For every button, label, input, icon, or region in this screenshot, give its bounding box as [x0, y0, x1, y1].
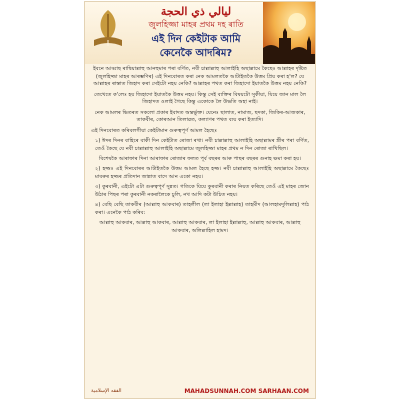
poster-card: [85, 2, 315, 398]
list-item-qurbani: ৩) কুৰবানী, এইটো এটা গুৰুত্বপূৰ্ণ সুন্নত। গতিকে যিয়ে কুৰবানী কৰাৰ নিয়ত কৰিছে তেওঁ এই মাহৰ জোন উঠাৰ পিছৰ পৰা কুৰবানী নকৰালৈকে চুলি, নখ আদি কটা উচিত নহয়।: [95, 184, 309, 198]
paragraph-good-deeds: নেক আমলৰ ভিতৰত সকলো প্ৰকাৰ ইবাদত অন্তৰ্ভুক্ত। যেনেঃ ছালাত, নামাজ, ছদকা, জিকিৰ-আজকাৰ, তাকবীৰ, কোৰআন তিলাৱত, কল্যাণৰ পথত ব্যয় কৰা ইত্যাদি।: [94, 109, 306, 124]
list-item-hajj: ২) হজ্জঃ এই দিনবোৰৰ আটাইতকৈ উত্তম আমল হৈছে হজ্জ। নবী চাল্লাল্লাহু আলাইহি অছাল্লামে কৈছেঃ মাবৰুৰ হজ্জৰ প্ৰতিদান জান্নাত বাদে আন একো নহয়।: [95, 166, 309, 180]
heading-question-line-1: এই দিন কেইটাক আমি: [151, 34, 241, 45]
heading-question-line-2: কেনেকৈ আদৰিম?: [159, 48, 233, 59]
paragraph-jihad-exception: তেখেতে ক'লেঃ হয় জিহাদো ইয়াতকৈ উত্তম নহয়। কিন্তু সেই ব্যক্তিৰ বিষয়টো সুকীয়া, যিয়ে জান মাল লৈ জিহাদত ওলাই গৈছে কিন্তু একোকে লৈ উভতি অহা নাই।: [93, 91, 307, 106]
arabic-title: ليالي ذي الحجة: [160, 5, 232, 18]
paragraph-takbir-text: আল্লাহু আকবাৰ, আল্লাহু আকবাৰ, আল্লাহু আকবাৰ, লা ইলাহা ইল্লাল্লাহু, আল্লাহু আকবাৰ, আল্লাহু আকবাৰ, অলিল্লাহিল হামদ।: [99, 220, 301, 234]
subtitle: জুলহিজ্জা মাহৰ প্ৰথম দহ ৰাতি: [148, 20, 244, 29]
poster-header: [85, 2, 315, 64]
paragraph-arafah: বিশেষকৈ আৰাফাৰ দিনা আৰাফাৰ ৰোজাৰ ফলত পূৰ্ব বছৰৰ আৰু পাছৰ বছৰৰ গুনাহ ক্ষমা কৰা হয়।: [98, 156, 302, 162]
list-item-takbir: ৪) বেছি বেছি তাকবীৰ (আল্লাহু আকবাৰ) তাহলীল (লা ইলাহা ইল্লাল্লাহ) তাহমীদ (আলহামদুলিল্লাহ) পাঠ কৰা। এনেকৈ পাঠ কৰিব:: [95, 202, 309, 216]
poster-body: [91, 66, 309, 238]
footer-logo: الفقه الإسلامية: [91, 388, 122, 394]
list-item-fasting: ১) ঈদৰ দিনৰ বাহিৰে বাকী দিন কেইটাত ৰোজা ৰখা। নবী চাল্লাল্লাহু আলাইহি অছাল্লামৰ স্ত্ৰীৰ পৰা বৰ্ণিত, তেওঁ কৈছে যে নবী চাল্লাল্লাহু আলাইহি অছাল্লামে জুলহিজ্জা মাহৰ প্ৰথম ন দিন ৰোজা ৰাখিছিল।: [95, 138, 309, 152]
footer-websites: MAHADSUNNAH.COM SARHAAN.COM: [184, 388, 309, 395]
minaret-silhouette-icon: [263, 2, 315, 64]
paragraph-important-deeds-intro: এই দিনবোৰত কৰিবলগীয়া কেইটামান গুৰুত্বপূৰ্ণ আমল হৈছেঃ: [91, 127, 218, 134]
book-quill-logo-icon: [90, 6, 126, 50]
paragraph-hadith: ইবনে আব্বাছ ৰাদ্বিয়াল্লাহু আনহুমাৰ পৰা বৰ্ণিত, নবী চাল্লাল্লাহু আলাইহি অছাল্লামে কৈছেঃ আল্লাহৰ দৃষ্টিত (জুলহিজ্জা মাহৰ আৰম্ভণিৰ) এই দিনবোৰত কৰা নেক আমলতকৈ আটাইতকৈ উত্তম প্ৰিয় কৰা হ'ল? যে আল্লাহৰ ৰাস্তাত জিহাদ কৰা সেইটো নহয় নেকি? আল্লাহৰ পথত কৰা জিহাদো ইয়াতকৈ উত্তম নহয় নেকি?: [93, 66, 307, 88]
